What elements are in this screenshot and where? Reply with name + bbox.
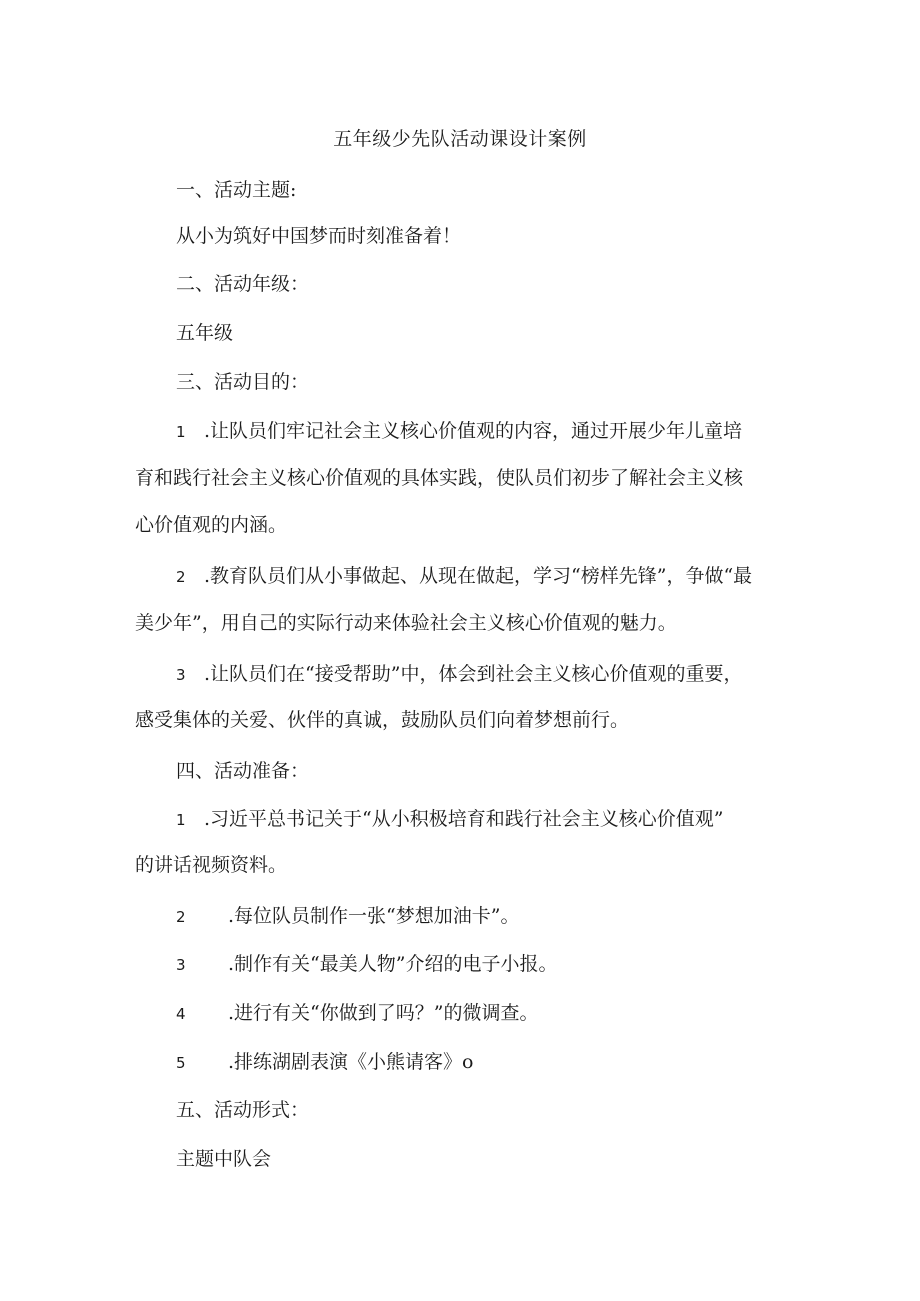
section-heading-format: 五、活动形式： [176, 1099, 310, 1121]
prep-item-2 [176, 903, 519, 930]
section-text-grade: 五年级 [176, 322, 234, 344]
item-number: 1 [176, 811, 186, 829]
item-number: 3 [176, 956, 186, 974]
section-text-format: 主题中队会 [176, 1148, 272, 1170]
prep-item-1-line-2: 的讲话视频资料。 [135, 854, 288, 876]
section-heading-preparation: 四、活动准备： [176, 760, 310, 782]
item-number: 1 [176, 423, 186, 441]
purpose-item-1 [176, 418, 742, 445]
prep-item-5 [176, 1049, 473, 1076]
prep-item-4 [176, 1000, 538, 1027]
prep-item-1-line-1: .习近平总书记关于“从小积极培育和践行社会主义核心价值观” [204, 808, 724, 830]
purpose-item-2 [176, 563, 752, 590]
purpose-item-1-line-1: .让队员们牢记社会主义核心价值观的内容，通过开展少年儿童培 [204, 420, 743, 442]
item-number: 5 [176, 1054, 186, 1072]
prep-item-3 [176, 951, 557, 978]
section-heading-theme: 一、活动主题: [176, 179, 297, 201]
purpose-item-1-line-3: 心价值观的内涵。 [135, 514, 288, 536]
prep-item-4-line-1: .进行有关“你做到了吗？”的微调查。 [228, 1002, 539, 1024]
item-number: 3 [176, 666, 186, 684]
purpose-item-1-line-2: 育和践行社会主义核心价值观的具体实践，使队员们初步了解社会主义核 [135, 467, 744, 489]
section-heading-grade: 二、活动年级： [176, 273, 310, 295]
purpose-item-2-line-2: 美少年”，用自己的实际行动来体验社会主义核心价值观的魅力。 [135, 612, 677, 634]
purpose-item-2-line-1: .教育队员们从小事做起、从现在做起，学习“榜样先锋”，争做“最 [204, 565, 753, 587]
item-number: 2 [176, 908, 186, 926]
item-number: 2 [176, 568, 186, 586]
prep-item-5-line-1: .排练湖剧表演《小熊请客》o [228, 1051, 474, 1073]
prep-item-1 [176, 806, 723, 833]
prep-item-3-line-1: .制作有关“最美人物”介绍的电子小报。 [228, 953, 558, 975]
section-heading-purpose: 三、活动目的： [176, 371, 310, 393]
section-text-theme: 从小为筑好中国梦而时刻准备着！ [176, 225, 462, 247]
purpose-item-3 [176, 661, 742, 688]
item-number: 4 [176, 1005, 186, 1023]
document-title: 五年级少先队活动课设计案例 [333, 128, 587, 150]
purpose-item-3-line-1: .让队员们在“接受帮助”中，体会到社会主义核心价值观的重要， [204, 663, 743, 685]
purpose-item-3-line-2: 感受集体的关爱、伙伴的真诚，鼓励队员们向着梦想前行。 [135, 709, 630, 731]
prep-item-2-line-1: .每位队员制作一张“梦想加油卡”。 [228, 905, 520, 927]
